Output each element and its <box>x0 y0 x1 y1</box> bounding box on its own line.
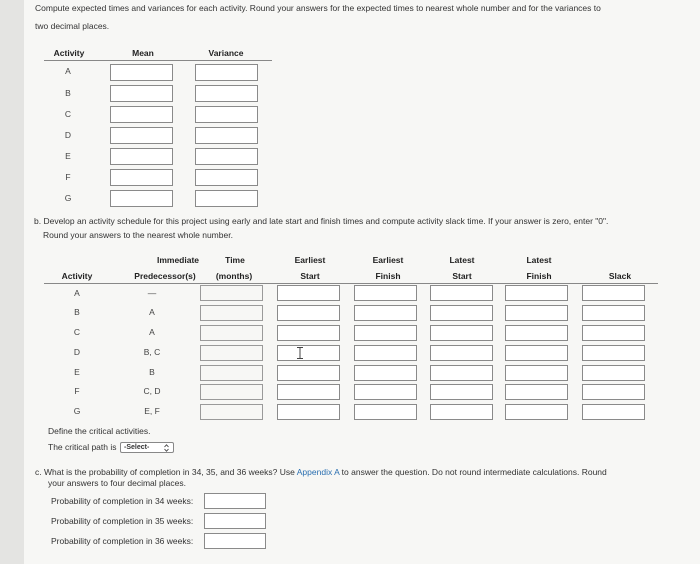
probability-label-34: Probability of completion in 34 weeks: <box>51 496 194 506</box>
latest-finish-input-f[interactable] <box>505 384 568 400</box>
time-cell-c <box>200 325 263 341</box>
predecessor-label: B <box>149 367 155 377</box>
header-time: Time <box>225 255 245 265</box>
part-a-activity-label: F <box>65 172 71 182</box>
activity-label: D <box>73 347 81 357</box>
mean-input-d[interactable] <box>110 127 173 144</box>
latest-finish-input-a[interactable] <box>505 285 568 301</box>
latest-finish-input-d[interactable] <box>505 345 568 361</box>
header-months: (months) <box>215 271 253 281</box>
earliest-start-input-a[interactable] <box>277 285 340 301</box>
earliest-start-input-b[interactable] <box>277 305 340 321</box>
earliest-start-input-g[interactable] <box>277 404 340 420</box>
part-a-header-rule <box>44 60 272 61</box>
latest-finish-input-e[interactable] <box>505 365 568 381</box>
part-b-header-rule <box>44 283 658 284</box>
variance-input-d[interactable] <box>195 127 258 144</box>
latest-finish-input-c[interactable] <box>505 325 568 341</box>
header-activity: Activity <box>61 271 93 281</box>
part-a-activity-label: B <box>65 88 71 98</box>
question-page <box>24 0 700 564</box>
variance-input-a[interactable] <box>195 64 258 81</box>
mean-input-f[interactable] <box>110 169 173 186</box>
variance-input-g[interactable] <box>195 190 258 207</box>
slack-input-f[interactable] <box>582 384 645 400</box>
latest-start-input-d[interactable] <box>430 345 493 361</box>
part-a-activity-label: D <box>64 130 72 140</box>
slack-input-d[interactable] <box>582 345 645 361</box>
variance-input-e[interactable] <box>195 148 258 165</box>
mean-input-c[interactable] <box>110 106 173 123</box>
header-immediate: Immediate <box>156 255 200 265</box>
variance-input-b[interactable] <box>195 85 258 102</box>
time-cell-d <box>200 345 263 361</box>
latest-start-input-b[interactable] <box>430 305 493 321</box>
part-a-header-activity: Activity <box>53 48 85 58</box>
probability-input-35[interactable] <box>204 513 266 529</box>
latest-start-input-c[interactable] <box>430 325 493 341</box>
time-cell-g <box>200 404 263 420</box>
part-a-activity-label: E <box>65 151 71 161</box>
critical-path-label: The critical path is <box>48 442 117 452</box>
predecessor-label: A <box>149 327 155 337</box>
variance-input-f[interactable] <box>195 169 258 186</box>
predecessor-label: C, D <box>143 386 161 396</box>
appendix-a-link[interactable]: Appendix A <box>296 467 340 477</box>
predecessor-label: — <box>147 288 157 298</box>
part-a-activity-label: C <box>64 109 72 119</box>
part-a-instruction-line2: two decimal places. <box>35 21 110 31</box>
header-slack: Slack <box>608 271 632 281</box>
header-latest-finish-1: Latest <box>526 255 552 265</box>
header-latest-start-2: Start <box>452 271 472 281</box>
part-a-header-mean: Mean <box>132 48 154 58</box>
mean-input-b[interactable] <box>110 85 173 102</box>
predecessor-label: A <box>149 307 155 317</box>
part-a-header-variance: Variance <box>208 48 244 58</box>
activity-label: B <box>74 307 80 317</box>
earliest-finish-input-a[interactable] <box>354 285 417 301</box>
header-latest-finish-2: Finish <box>526 271 552 281</box>
mean-input-e[interactable] <box>110 148 173 165</box>
mean-input-a[interactable] <box>110 64 173 81</box>
slack-input-g[interactable] <box>582 404 645 420</box>
header-latest-start-1: Latest <box>449 255 475 265</box>
predecessor-label: E, F <box>144 406 160 416</box>
latest-finish-input-g[interactable] <box>505 404 568 420</box>
probability-label-35: Probability of completion in 35 weeks: <box>51 516 194 526</box>
header-earliest-finish-1: Earliest <box>372 255 404 265</box>
time-cell-f <box>200 384 263 400</box>
earliest-finish-input-c[interactable] <box>354 325 417 341</box>
earliest-start-input-c[interactable] <box>277 325 340 341</box>
activity-label: A <box>74 288 80 298</box>
time-cell-e <box>200 365 263 381</box>
i-beam-cursor-icon <box>296 347 304 359</box>
mean-input-g[interactable] <box>110 190 173 207</box>
activity-label: E <box>74 367 80 377</box>
part-b-instruction-line1: b. Develop an activity schedule for this project using early and late start and finish times and compute activity slack time. If your answer is zero, enter "0". <box>34 216 609 226</box>
probability-input-34[interactable] <box>204 493 266 509</box>
activity-label: C <box>73 327 81 337</box>
earliest-start-input-f[interactable] <box>277 384 340 400</box>
header-predecessors: Predecessor(s) <box>134 271 196 281</box>
slack-input-a[interactable] <box>582 285 645 301</box>
activity-label: F <box>74 386 80 396</box>
part-c-text-b: to answer the question. Do not round intermediate calculations. Round <box>339 467 607 477</box>
probability-label-36: Probability of completion in 36 weeks: <box>51 536 194 546</box>
earliest-start-input-d[interactable] <box>277 345 340 361</box>
part-c-text-a: c. What is the probability of completion in 34, 35, and 36 weeks? Use <box>35 467 297 477</box>
critical-path-select[interactable] <box>120 442 174 453</box>
earliest-start-input-e[interactable] <box>277 365 340 381</box>
time-cell-b <box>200 305 263 321</box>
latest-start-input-e[interactable] <box>430 365 493 381</box>
probability-input-36[interactable] <box>204 533 266 549</box>
activity-label: G <box>73 406 81 416</box>
header-earliest-start-1: Earliest <box>294 255 326 265</box>
header-earliest-start-2: Start <box>300 271 320 281</box>
earliest-finish-input-g[interactable] <box>354 404 417 420</box>
latest-finish-input-b[interactable] <box>505 305 568 321</box>
earliest-finish-input-b[interactable] <box>354 305 417 321</box>
slack-input-c[interactable] <box>582 325 645 341</box>
variance-input-c[interactable] <box>195 106 258 123</box>
part-a-instruction-line1: Compute expected times and variances for each activity. Round your answers for the expected times to nearest whole number and for the variances to <box>35 3 601 13</box>
part-c-instruction-line2: your answers to four decimal places. <box>48 478 186 488</box>
updown-arrows-icon <box>164 444 169 452</box>
part-b-instruction-line2: Round your answers to the nearest whole number. <box>43 230 233 240</box>
predecessor-label: B, C <box>143 347 161 357</box>
latest-start-input-g[interactable] <box>430 404 493 420</box>
slack-input-b[interactable] <box>582 305 645 321</box>
part-a-activity-label: A <box>65 66 71 76</box>
latest-start-input-f[interactable] <box>430 384 493 400</box>
time-cell-a <box>200 285 263 301</box>
critical-path-select-value: -Select- <box>124 444 150 451</box>
part-a-activity-label: G <box>64 193 72 203</box>
earliest-finish-input-f[interactable] <box>354 384 417 400</box>
header-earliest-finish-2: Finish <box>375 271 401 281</box>
define-critical-text: Define the critical activities. <box>48 426 151 436</box>
latest-start-input-a[interactable] <box>430 285 493 301</box>
earliest-finish-input-d[interactable] <box>354 345 417 361</box>
earliest-finish-input-e[interactable] <box>354 365 417 381</box>
slack-input-e[interactable] <box>582 365 645 381</box>
